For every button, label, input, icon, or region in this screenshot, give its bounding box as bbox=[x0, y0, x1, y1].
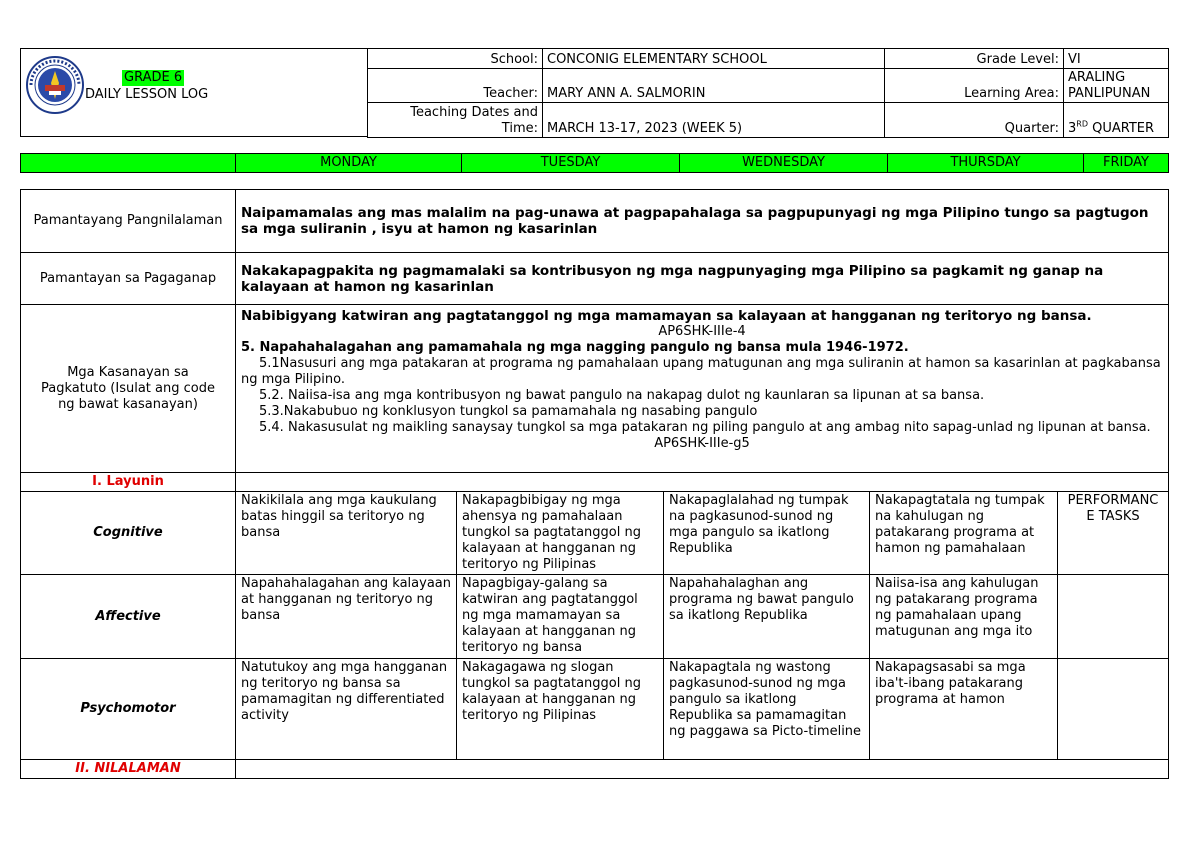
competency-5-4-text: 5.4. Nakasusulat ng maikling sanaysay tungkol sa mga patakaran ng piling pangulo at ang ambag nito sapag-unlad ng lipunan at bansa. bbox=[259, 420, 1151, 435]
deped-seal-icon bbox=[25, 55, 85, 115]
cognitive-thursday: Nakapagtatala ng tumpak na kahulugan ng patakarang programa at hamon ng pamahalaan bbox=[870, 492, 1058, 575]
quarter-value bbox=[1064, 103, 1169, 138]
psychomotor-thursday: Nakapagsasabi sa mga iba't-ibang patakarang programa at hamon bbox=[870, 659, 1058, 760]
competency-code-2: AP6SHK-IIIe-g5 bbox=[654, 436, 750, 451]
lesson-plan-table bbox=[20, 189, 1169, 779]
teacher-label: Teacher: bbox=[368, 69, 543, 103]
affective-friday bbox=[1058, 575, 1169, 659]
performance-standard-text: Nakakapagpakita ng pagmamalaki sa kontribusyon ng mga nagpunyaging mga Pilipino sa pagkamit ng ganap na kalayaan at hamon ng kasarinlan bbox=[236, 253, 1169, 305]
layunin-label: I. Layunin bbox=[21, 473, 236, 492]
day-monday: MONDAY bbox=[236, 154, 462, 173]
content-standard-label: Pamantayang Pangnilalaman bbox=[21, 190, 236, 253]
competency-5-1-text: 5.1Nasusuri ang mga patakaran at programa ng pamahalaan upang matugunan ang mga suliranin at hamon sa kasarinlan at pagkabansa ng mga Pilipino. bbox=[241, 356, 1161, 387]
teaching-dates-label-2: Time: bbox=[501, 121, 538, 136]
nilalaman-label: II. NILALAMAN bbox=[21, 760, 236, 779]
performance-standard-label: Pamantayan sa Pagaganap bbox=[21, 253, 236, 305]
competency-5: 5. Napahahalagahan ang pamamahala ng mga nagging pangulo ng bansa mula 1946-1972. bbox=[241, 340, 909, 355]
days-bar-blank bbox=[21, 154, 236, 173]
cognitive-label: Cognitive bbox=[21, 492, 236, 575]
grade-level-label: Grade Level: bbox=[885, 49, 1064, 69]
content-standard-text: Naipamamalas ang mas malalim na pag-unawa at pagpapahalaga sa pagpupunyagi ng mga Pilipino tungo sa pagtugon sa mga suliranin , isyu at hamon ng kasarinlan bbox=[236, 190, 1169, 253]
competency-5-1 bbox=[241, 356, 1163, 388]
day-friday: FRIDAY bbox=[1084, 154, 1169, 173]
affective-wednesday: Napahahalaghan ang programa ng bawat pangulo sa ikatlong Republika bbox=[664, 575, 870, 659]
affective-monday: Napahahalagahan ang kalayaan at hangganan ng teritoryo ng bansa bbox=[236, 575, 457, 659]
teaching-dates-label-1: Teaching Dates and bbox=[410, 105, 538, 120]
competency-code-1: AP6SHK-IIIe-4 bbox=[658, 324, 746, 339]
quarter-number: 3 bbox=[1068, 121, 1077, 136]
day-wednesday: WEDNESDAY bbox=[680, 154, 888, 173]
header-info-table bbox=[367, 48, 1169, 138]
cognitive-monday: Nakikilala ang mga kaukulang batas hinggil sa teritoryo ng bansa bbox=[236, 492, 457, 575]
learning-area-line-1: ARALING bbox=[1068, 70, 1126, 85]
competency-5-2: 5.2. Naiisa-isa ang mga kontribusyon ng bawat pangulo na nakapag dulot ng kaunlaran sa lipunan at sa bansa. bbox=[259, 388, 985, 403]
competencies-cell bbox=[236, 305, 1169, 473]
competencies-label: Mga Kasanayan sa Pagkatuto (Isulat ang code ng bawat kasanayan) bbox=[21, 305, 236, 473]
cognitive-friday: PERFORMANC E TASKS bbox=[1058, 492, 1169, 575]
daily-lesson-log-title: DAILY LESSON LOG bbox=[85, 87, 209, 102]
affective-label: Affective bbox=[21, 575, 236, 659]
quarter-word: QUARTER bbox=[1088, 121, 1155, 136]
layunin-blank bbox=[236, 473, 1169, 492]
quarter-suffix: RD bbox=[1076, 119, 1088, 129]
competency-5-3: 5.3.Nakabubuo ng konklusyon tungkol sa pamamahala ng nasabing pangulo bbox=[259, 404, 758, 419]
psychomotor-wednesday: Nakapagtala ng wastong pagkasunod-sunod ng mga pangulo sa ikatlong Republika sa pamamagitan ng paggawa sa Picto-timeline bbox=[664, 659, 870, 760]
psychomotor-monday: Natutukoy ang mga hangganan ng teritoryo ng bansa sa pamamagitan ng differentiated activity bbox=[236, 659, 457, 760]
school-label: School: bbox=[368, 49, 543, 69]
affective-tuesday: Napagbigay-galang sa katwiran ang pagtatanggol ng mga mamamayan sa kalayaan at hangganan ng teritoryo ng bansa bbox=[457, 575, 664, 659]
header-title-box bbox=[20, 48, 368, 137]
psychomotor-friday bbox=[1058, 659, 1169, 760]
day-thursday: THURSDAY bbox=[888, 154, 1084, 173]
learning-area-line-2: PANLIPUNAN bbox=[1068, 86, 1151, 101]
grade-level-value: VI bbox=[1064, 49, 1169, 69]
day-tuesday: TUESDAY bbox=[462, 154, 680, 173]
cognitive-tuesday: Nakapagbibigay ng mga ahensya ng pamahalaan tungkol sa pagtatanggol ng kalayaan at hangganan ng teritoryo ng Pilipinas bbox=[457, 492, 664, 575]
teaching-dates-value: MARCH 13-17, 2023 (WEEK 5) bbox=[543, 103, 885, 138]
psychomotor-tuesday: Nakagagawa ng slogan tungkol sa pagtatanggol ng kalayaan at hangganan ng teritoryo ng Pilipinas bbox=[457, 659, 664, 760]
learning-area-value bbox=[1064, 69, 1169, 103]
competency-5-4 bbox=[241, 420, 1163, 436]
cognitive-wednesday: Nakapaglalahad ng tumpak na pagkasunod-sunod ng mga pangulo sa ikatlong Republika bbox=[664, 492, 870, 575]
learning-area-label: Learning Area: bbox=[885, 69, 1064, 103]
psychomotor-label: Psychomotor bbox=[21, 659, 236, 760]
competency-main: Nabibigyang katwiran ang pagtatanggol ng mga mamamayan sa kalayaan at hangganan ng teritoryo ng bansa. bbox=[241, 308, 1092, 324]
grade-label: GRADE 6 bbox=[124, 70, 183, 85]
affective-thursday: Naiisa-isa ang kahulugan ng patakarang programa ng pamahalaan upang matugunan ang mga ito bbox=[870, 575, 1058, 659]
school-value: CONCONIG ELEMENTARY SCHOOL bbox=[543, 49, 885, 69]
nilalaman-blank bbox=[236, 760, 1169, 779]
quarter-label: Quarter: bbox=[885, 103, 1064, 138]
teacher-value: MARY ANN A. SALMORIN bbox=[543, 69, 885, 103]
teaching-dates-label bbox=[368, 103, 543, 138]
days-header-bar bbox=[20, 153, 1169, 173]
